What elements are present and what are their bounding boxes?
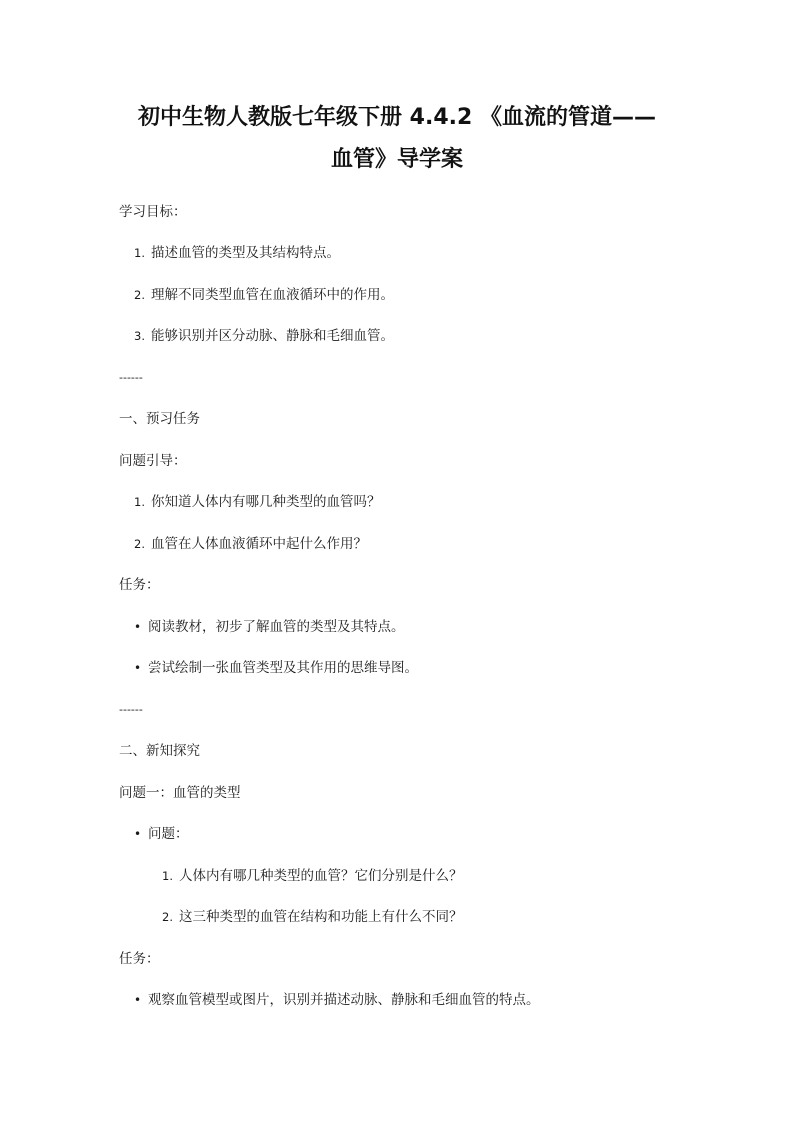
section-heading-explore: 二、新知探究 xyxy=(119,743,200,759)
list-item-text: 血管在人体血液循环中起什么作用？ xyxy=(151,536,367,552)
list-number: 1. xyxy=(134,246,145,260)
preview-task-2 xyxy=(134,659,418,677)
list-item-text: 观察血管模型或图片，识别并描述动脉、静脉和毛细血管的特点。 xyxy=(148,992,540,1008)
explore-task-1 xyxy=(134,991,540,1009)
list-item-text: 人体内有哪几种类型的血管？它们分别是什么？ xyxy=(179,868,463,884)
explore-question-1 xyxy=(162,867,463,885)
list-item-text: 理解不同类型血管在血液循环中的作用。 xyxy=(151,287,394,303)
preview-question-2 xyxy=(134,535,367,553)
list-item-text: 你知道人体内有哪几种类型的血管吗？ xyxy=(151,494,381,510)
bullet-icon: • xyxy=(134,993,142,1007)
bullet-icon: • xyxy=(134,661,142,675)
bullet-icon: • xyxy=(134,827,142,841)
separator: ------ xyxy=(119,371,143,384)
list-number: 1. xyxy=(162,869,173,883)
separator: ------ xyxy=(119,703,143,716)
preview-task-1 xyxy=(134,618,405,636)
objectives-heading: 学习目标： xyxy=(119,204,187,220)
list-number: 1. xyxy=(134,495,145,509)
list-number: 2. xyxy=(162,910,173,924)
list-number: 2. xyxy=(134,537,145,551)
document-title-line-1: 初中生物人教版七年级下册 4.4.2 《血流的管道—— xyxy=(138,105,656,130)
objective-item-3 xyxy=(134,327,394,345)
list-item-text: 尝试绘制一张血管类型及其作用的思维导图。 xyxy=(148,660,418,676)
list-item-text: 问题： xyxy=(148,826,189,842)
list-number: 3. xyxy=(134,329,145,343)
list-number: 2. xyxy=(134,288,145,302)
explore-questions-bullet xyxy=(134,825,189,843)
list-item-text: 这三种类型的血管在结构和功能上有什么不同？ xyxy=(179,909,463,925)
preview-question-1 xyxy=(134,493,381,511)
list-item-text: 能够识别并区分动脉、静脉和毛细血管。 xyxy=(151,328,394,344)
questions-heading: 问题引导： xyxy=(119,453,187,469)
bullet-icon: • xyxy=(134,620,142,634)
problem-one-heading: 问题一：血管的类型 xyxy=(119,785,241,801)
objective-item-1 xyxy=(134,244,340,262)
tasks-heading: 任务： xyxy=(119,577,160,593)
explore-tasks-heading: 任务： xyxy=(119,951,160,967)
explore-question-2 xyxy=(162,908,463,926)
list-item-text: 描述血管的类型及其结构特点。 xyxy=(151,245,340,261)
document-title-line-2: 血管》导学案 xyxy=(330,147,463,172)
section-heading-preview: 一、预习任务 xyxy=(119,411,200,427)
list-item-text: 阅读教材，初步了解血管的类型及其特点。 xyxy=(148,619,405,635)
objective-item-2 xyxy=(134,286,394,304)
